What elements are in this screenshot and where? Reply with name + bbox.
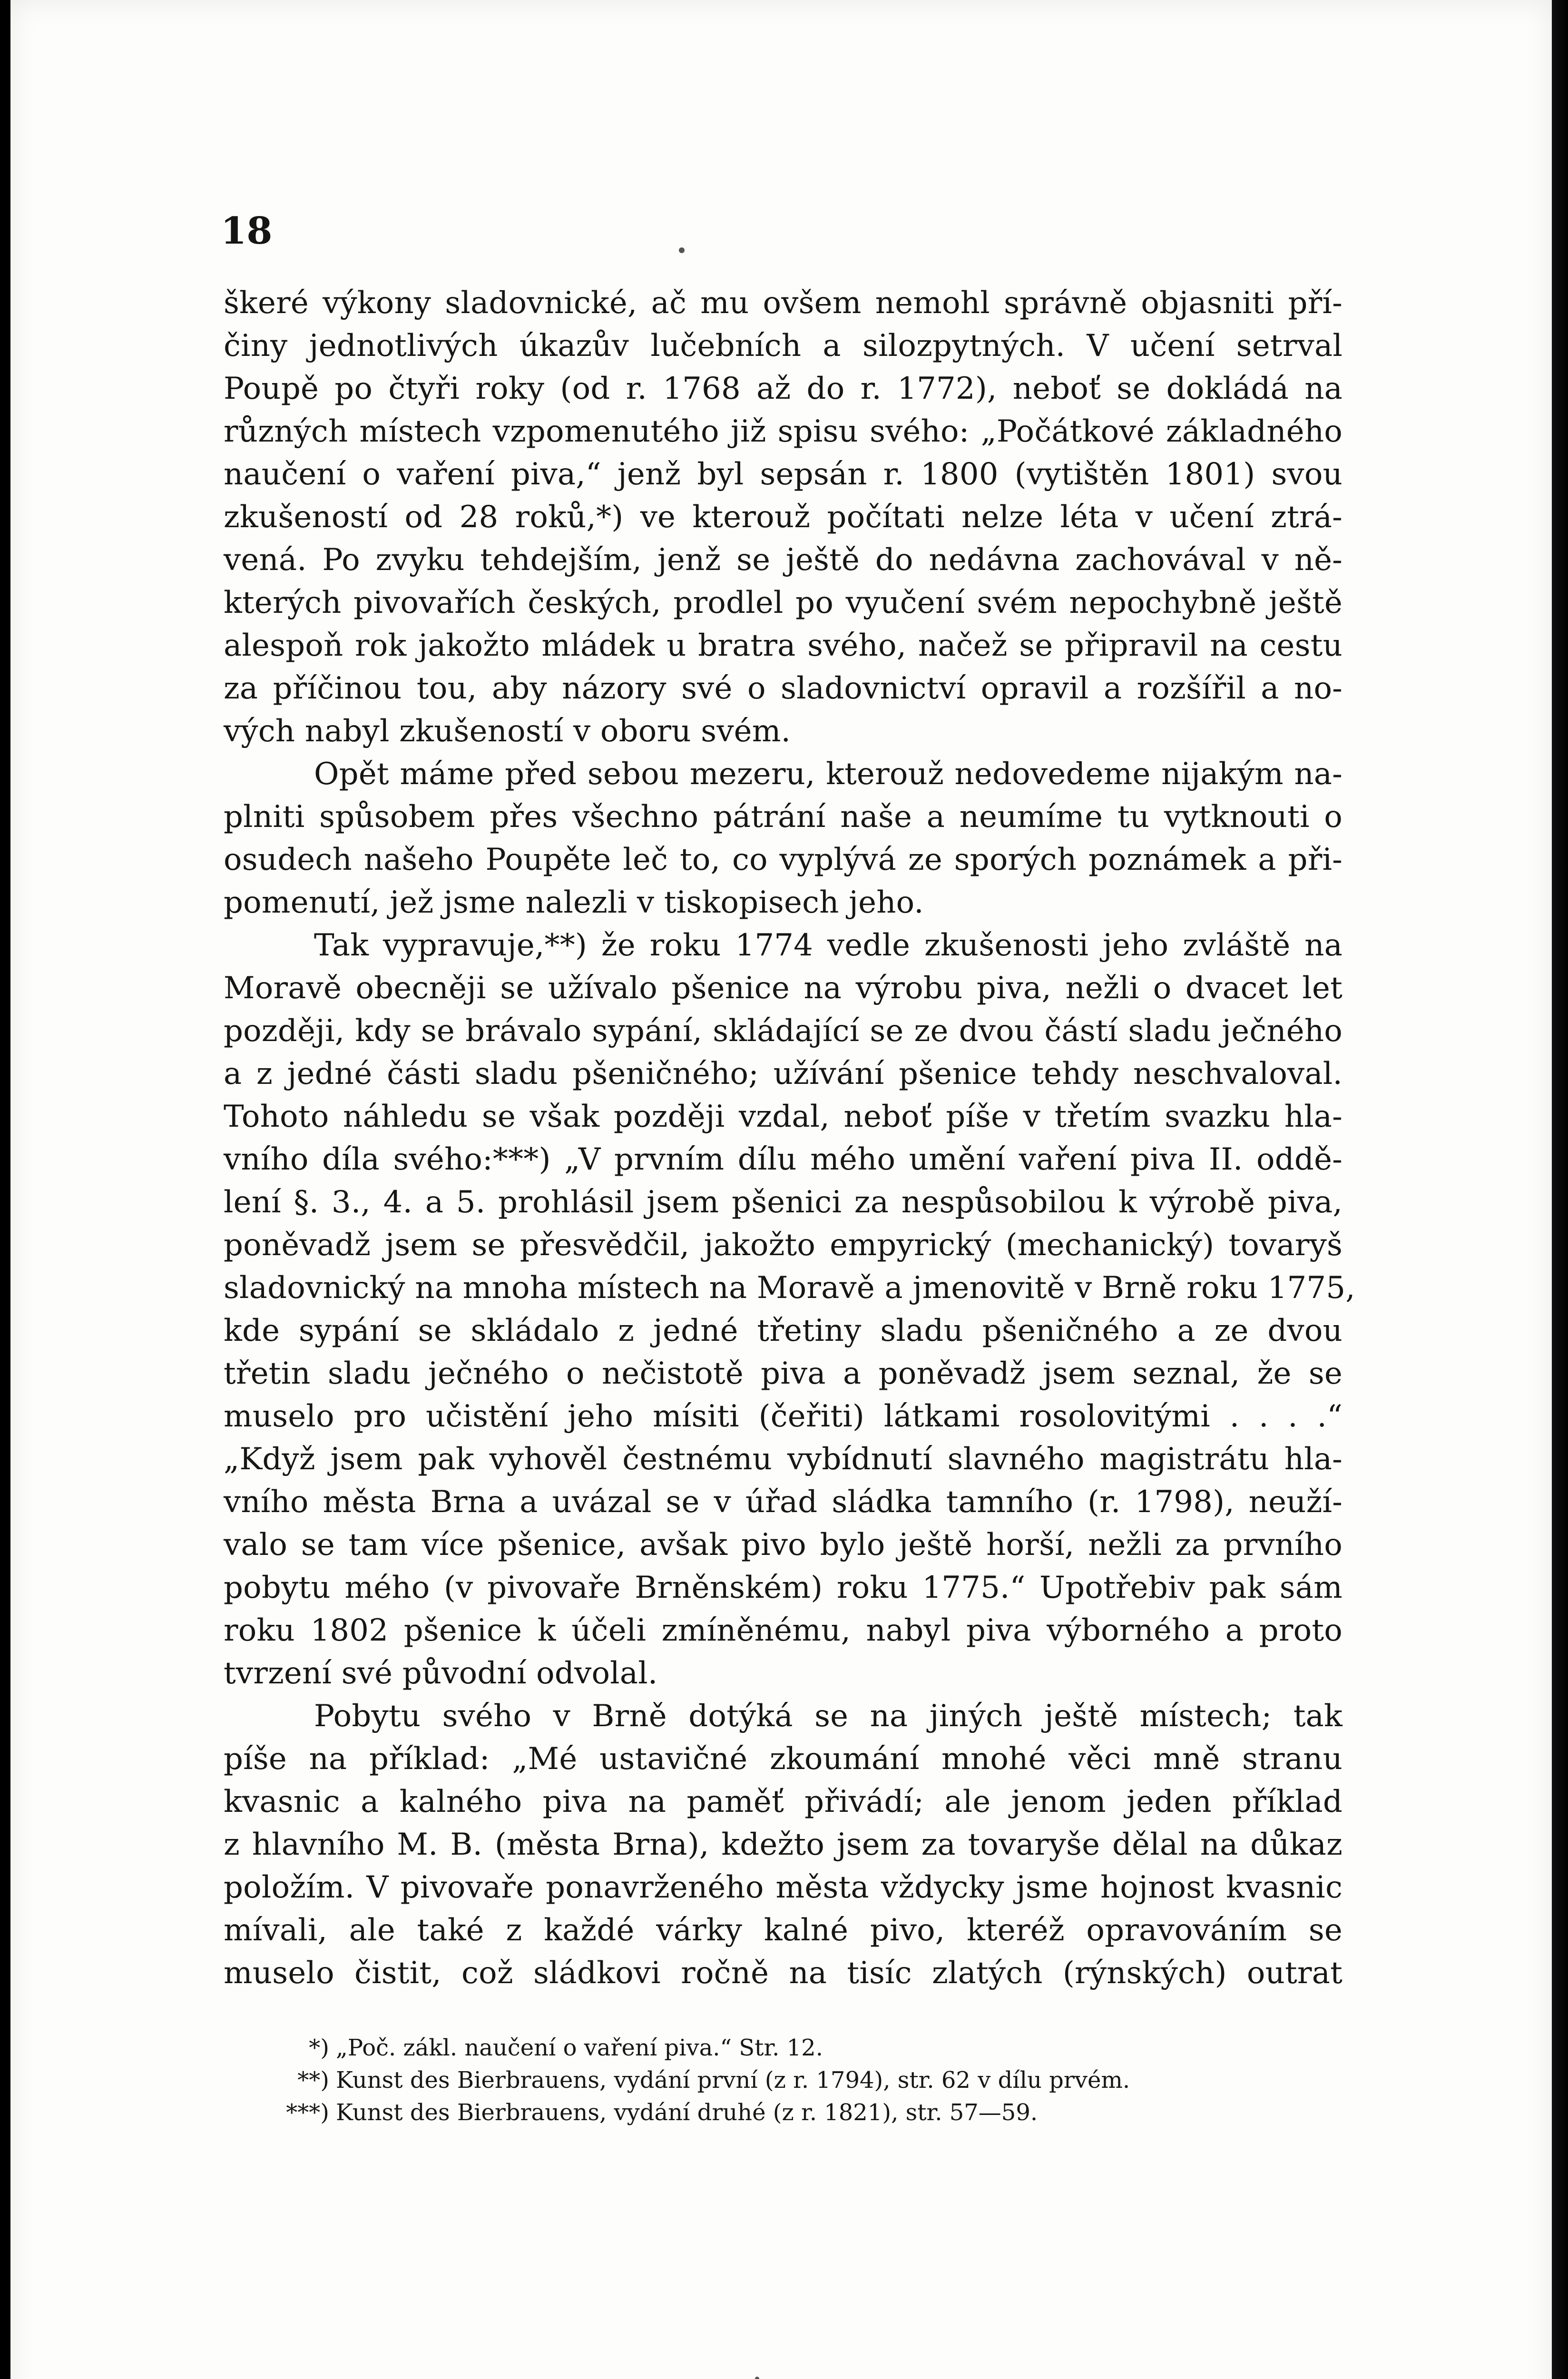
text-line: různých místech vzpomenutého již spisu svého: „Počátkové základného	[224, 414, 1343, 449]
text-line: muselo čistit, což sládkovi ročně na tisíc zlatých (rýnských) outrat	[224, 1956, 1343, 1991]
text-line: „Když jsem pak vyhověl čestnému vybídnutí slavného magistrátu hla-	[224, 1442, 1343, 1477]
text-line: vního města Brna a uvázal se v úřad sládka tamního (r. 1798), neuží-	[224, 1484, 1343, 1520]
text-line: Moravě obecněji se užívalo pšenice na výrobu piva, nežli o dvacet let	[224, 971, 1343, 1006]
text-line: Poupě po čtyři roky (od r. 1768 až do r. 1772), neboť se dokládá na	[224, 371, 1343, 406]
text-line: zkušeností od 28 roků,*) ve kterouž počítati nelze léta v učení ztrá-	[224, 500, 1343, 535]
text-line: později, kdy se brávalo sypání, skládající se ze dvou částí sladu ječného	[224, 1013, 1343, 1049]
footnote-text: Kunst des Bierbrauens, vydání první (z r. 1794), str. 62 v dílu prvém.	[336, 2067, 1130, 2094]
text-line: Pobytu svého v Brně dotýká se na jiných ještě místech; tak	[314, 1699, 1343, 1734]
book-page	[10, 0, 1552, 2379]
text-line: Opět máme před sebou mezeru, kterouž nedovedeme nijakým na-	[314, 757, 1343, 792]
footnote	[277, 2096, 1343, 2129]
footnote	[277, 2032, 1343, 2064]
text-line: pomenutí, jež jsme nalezli v tiskopisech jeho.	[224, 885, 924, 920]
text-line: Tak vypravuje,**) že roku 1774 vedle zkušenosti jeho zvláště na	[314, 928, 1343, 963]
text-line: kterých pivovařích českých, prodlel po vyučení svém nepochybně ještě	[224, 585, 1343, 620]
text-line: sladovnický na mnoha místech na Moravě a jmenovitě v Brně roku 1775,	[224, 1270, 1355, 1306]
text-line: poněvadž jsem se přesvědčil, jakožto empyrický (mechanický) tovaryš	[224, 1228, 1343, 1263]
footnote-text: Kunst des Bierbrauens, vydání druhé (z r. 1821), str. 57—59.	[336, 2099, 1038, 2126]
text-line: alespoň rok jakožto mládek u bratra svého, načež se připravil na cestu	[224, 628, 1343, 663]
text-line: a z jedné části sladu pšeničného; užívání pšenice tehdy neschvaloval.	[224, 1056, 1343, 1091]
text-line: vená. Po zvyku tehdejším, jenž se ještě do nedávna zachovával v ně-	[224, 542, 1343, 578]
footnotes	[277, 2032, 1343, 2129]
text-line: škeré výkony sladovnické, ač mu ovšem nemohl správně objasniti pří-	[224, 285, 1343, 321]
footnote-mark: *)	[309, 2035, 329, 2061]
text-line: kvasnic a kalného piva na paměť přivádí; ale jenom jeden příklad	[224, 1784, 1343, 1819]
text-line: plniti spůsobem přes všechno pátrání naše a neumíme tu vytknouti o	[224, 799, 1343, 835]
text-line: valo se tam více pšenice, avšak pivo bylo ještě horší, nežli za prvního	[224, 1527, 1343, 1563]
text-line: roku 1802 pšenice k účeli zmíněnému, nabyl piva výborného a proto	[224, 1613, 1343, 1648]
text-line: položím. V pivovaře ponavrženého města vždycky jsme hojnost kvasnic	[224, 1870, 1343, 1905]
footnote-text: „Poč. zákl. naučení o vaření piva.“ Str. 12.	[336, 2035, 823, 2061]
body-text	[224, 282, 1355, 1995]
text-line: za příčinou tou, aby názory své o sladovnictví opravil a rozšířil a no-	[224, 671, 1343, 706]
print-speck	[679, 247, 685, 253]
text-line: třetin sladu ječného o nečistotě piva a poněvadž jsem seznal, že se	[224, 1356, 1343, 1391]
text-line: mívali, ale také z každé várky kalné pivo, kteréž opravováním se	[224, 1913, 1343, 1948]
footnote-mark: ***)	[286, 2099, 329, 2126]
text-line: naučení o vaření piva,“ jenž byl sepsán r. 1800 (vytištěn 1801) svou	[224, 457, 1343, 492]
page-number: 18	[221, 209, 273, 253]
footnote-mark: **)	[297, 2067, 329, 2094]
text-line: Tohoto náhledu se však později vzdal, neboť píše v třetím svazku hla-	[224, 1099, 1343, 1134]
text-line: kde sypání se skládalo z jedné třetiny sladu pšeničného a ze dvou	[224, 1313, 1343, 1348]
scan-edge	[1552, 0, 1568, 2379]
text-line: vých nabyl zkušeností v oboru svém.	[224, 714, 791, 749]
text-line: muselo pro učistění jeho mísiti (čeřiti) látkami rosolovitými . . . .“	[224, 1399, 1343, 1434]
print-speck	[755, 2377, 759, 2379]
text-line: lení §. 3., 4. a 5. prohlásil jsem pšenici za nespůsobilou k výrobě piva,	[224, 1185, 1343, 1220]
text-line: pobytu mého (v pivovaře Brněnském) roku 1775.“ Upotřebiv pak sám	[224, 1570, 1343, 1605]
text-line: tvrzení své původní odvolal.	[224, 1656, 658, 1691]
text-line: z hlavního M. B. (města Brna), kdežto jsem za tovaryše dělal na důkaz	[224, 1827, 1343, 1862]
text-line: osudech našeho Poupěte leč to, co vyplývá ze sporých poznámek a při-	[224, 842, 1343, 877]
text-line: vního díla svého:***) „V prvním dílu mého umění vaření piva II. oddě-	[224, 1142, 1343, 1177]
text-line: činy jednotlivých úkazův lučebních a silozpytných. V učení setrval	[224, 328, 1343, 364]
footnote	[277, 2064, 1343, 2096]
text-line: píše na příklad: „Mé ustavičné zkoumání mnohé věci mně stranu	[224, 1741, 1343, 1777]
